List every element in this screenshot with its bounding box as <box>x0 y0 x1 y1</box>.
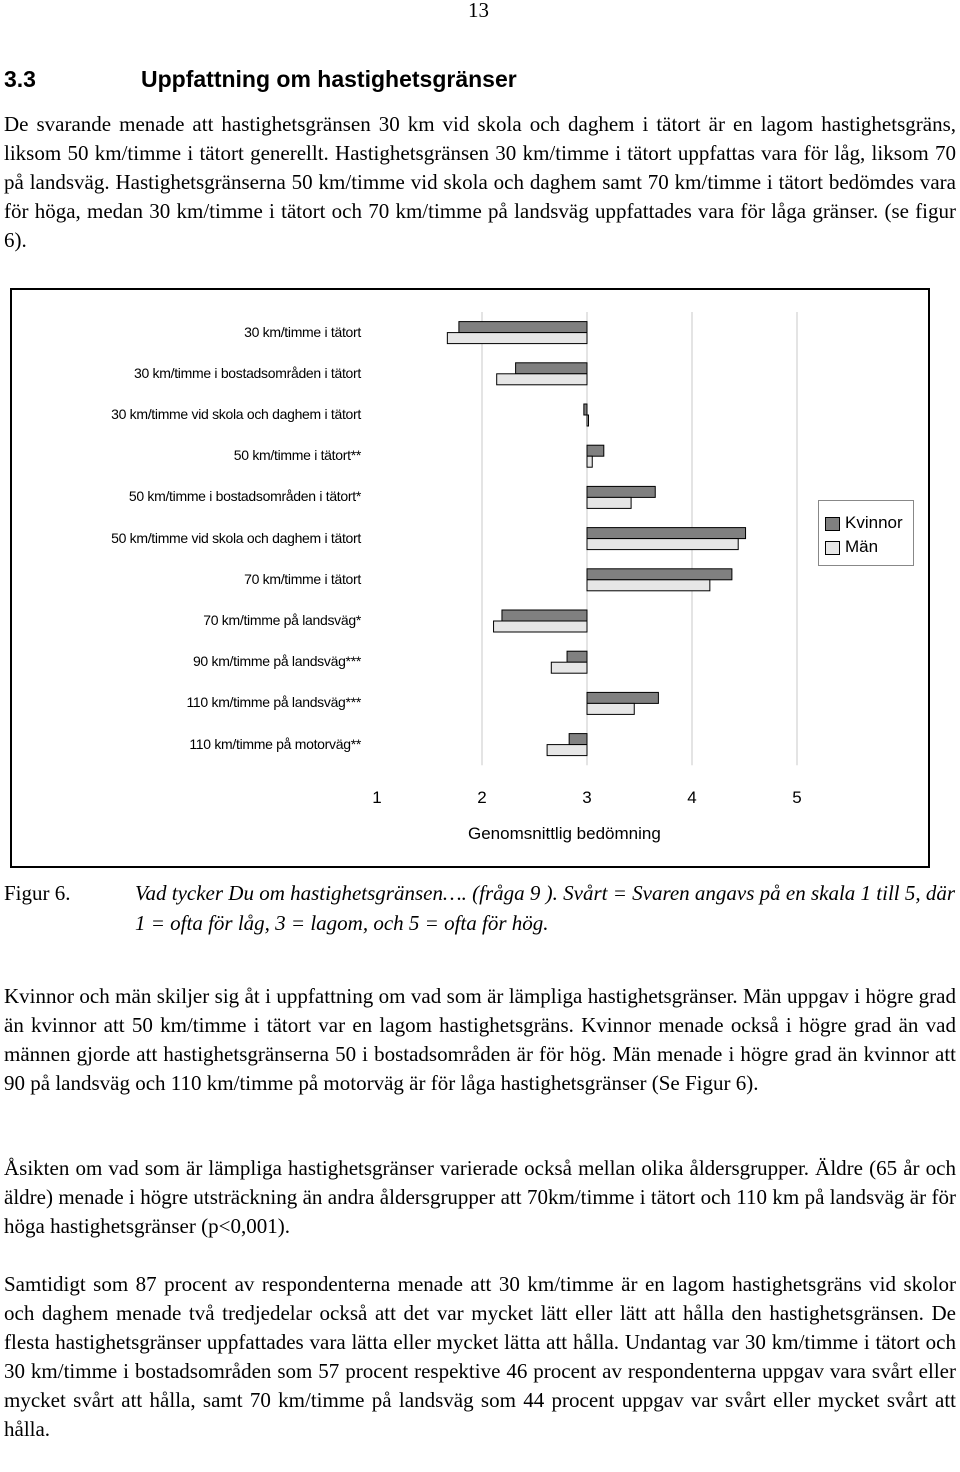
category-label: 70 km/timme i tätort <box>244 570 361 587</box>
figure-caption <box>4 878 956 938</box>
category-label: 110 km/timme på motorväg** <box>189 735 361 752</box>
category-label: 90 km/timme på landsväg*** <box>192 653 361 670</box>
section-title: Uppfattning om hastighetsgränser <box>141 66 517 92</box>
bar-man <box>587 703 634 714</box>
bar-kvinnor <box>587 569 732 580</box>
bar-man <box>587 580 710 591</box>
paragraph-intro: De svarande menade att hastighetsgränsen 30 km vid skola och daghem i tätort är en lagom hastighetsgräns, liksom 50 km/timme i tätort generellt. Hastighetsgränsen 30 km/timme i tätort uppfattas vara för låg, liksom 70 på landsväg. Hastighetsgränserna 50 km/timme vid skola och daghem samt 70 km/timme i tätort bedömdes vara för höga, medan 30 km/timme i tätort och 70 km/timme på landsväg uppfattades vara för låga gränser. (se figur 6). <box>4 112 956 252</box>
legend-item-kvinnor <box>825 513 903 533</box>
bar-kvinnor <box>587 445 604 456</box>
bar-kvinnor <box>459 322 587 333</box>
bar-kvinnor <box>516 363 587 374</box>
bar-kvinnor <box>587 692 658 703</box>
bar-kvinnor <box>502 610 587 621</box>
figure-label: Figur 6. <box>4 881 71 905</box>
chart-legend <box>818 500 914 566</box>
bar-man <box>587 415 589 426</box>
bar-kvinnor <box>567 651 587 662</box>
bar-kvinnor <box>587 486 655 497</box>
x-axis-title: Genomsnittlig bedömning <box>468 824 661 843</box>
category-label: 50 km/timme i bostadsområden i tätort* <box>128 488 361 505</box>
page-number: 13 <box>468 0 489 22</box>
legend-label-kvinnor: Kvinnor <box>845 513 903 532</box>
x-tick-label: 3 <box>582 788 592 807</box>
section-heading <box>4 66 517 93</box>
figure-6-chart <box>10 288 930 868</box>
category-label: 50 km/timme vid skola och daghem i tätort <box>111 529 361 546</box>
x-tick-label: 5 <box>792 788 802 807</box>
legend-label-man: Män <box>845 537 879 556</box>
bar-man <box>494 621 587 632</box>
category-label: 70 km/timme på landsväg* <box>203 612 361 628</box>
bar-man <box>547 745 587 756</box>
category-label: 50 km/timme i tätort** <box>233 447 361 464</box>
bar-man <box>587 497 631 508</box>
bar-man <box>447 333 587 344</box>
bar-man <box>497 374 587 385</box>
x-tick-label: 4 <box>687 788 697 807</box>
paragraph-compliance: Samtidigt som 87 procent av respondenterna menade att 30 km/timme är en lagom hastighetsgräns vid skolor och daghem menade två tredjedelar också att det var mycket lätt eller lätt att hålla den hastighetsgränsen. De flesta hastighetsgränser uppfattades vara lätta eller mycket lätta att hålla. Undantag var 30 km/timme i tätort och 30 km/timme i bostadsområden som 57 procent respektive 46 procent av respondenterna uppgav vara svårt eller mycket svårt att hålla, samt 70 km/timme på landsväg som 44 procent uppgav var svårt eller mycket svårt att hålla. <box>4 1272 956 1441</box>
category-label: 30 km/timme vid skola och daghem i tätort <box>111 406 361 422</box>
paragraph-gender: Kvinnor och män skiljer sig åt i uppfattning om vad som är lämpliga hastighetsgränser. Män uppgav i högre grad än kvinnor att 50 km/timme i tätort var en lagom hastighetsgräns. Kvinnor menade också i högre grad än vad männen gjorde att hastighetsgränserna 50 i bostadsområden är för hög. Män menade i högre grad än kvinnor att 90 på landsväg och 110 km/timme på motorväg är för låga hastighetsgränser (Se Figur 6). <box>4 984 956 1095</box>
bar-man <box>587 539 738 550</box>
bar-man <box>551 662 587 673</box>
figure-caption-text: Vad tycker Du om hastighetsgränsen…. (fråga 9 ). Svårt = Svaren angavs på en skala 1 till 5, där 1 = ofta för låg, 3 = lagom, och 5 = ofta för hög. <box>135 881 956 935</box>
paragraph-age: Åsikten om vad som är lämpliga hastighetsgränser varierade också mellan olika åldersgrupper. Äldre (65 år och äldre) menade i högre utsträckning än andra åldersgrupper att 70km/timme i tätort och 110 km på landsväg är för höga hastighetsgränser (p<0,001). <box>4 1156 956 1238</box>
category-label: 30 km/timme i bostadsområden i tätort <box>134 364 361 381</box>
legend-item-man <box>825 537 878 557</box>
x-tick-label: 2 <box>477 788 487 807</box>
section-number: 3.3 <box>4 66 36 92</box>
bar-kvinnor <box>569 734 587 745</box>
bar-kvinnor <box>587 528 746 539</box>
bar-kvinnor <box>584 404 587 415</box>
legend-swatch-kvinnor <box>825 517 840 531</box>
category-label: 30 km/timme i tätort <box>244 323 361 340</box>
legend-swatch-man <box>825 541 840 555</box>
x-tick-label: 1 <box>372 788 382 807</box>
bar-man <box>587 456 592 467</box>
category-label: 110 km/timme på landsväg*** <box>186 694 361 711</box>
